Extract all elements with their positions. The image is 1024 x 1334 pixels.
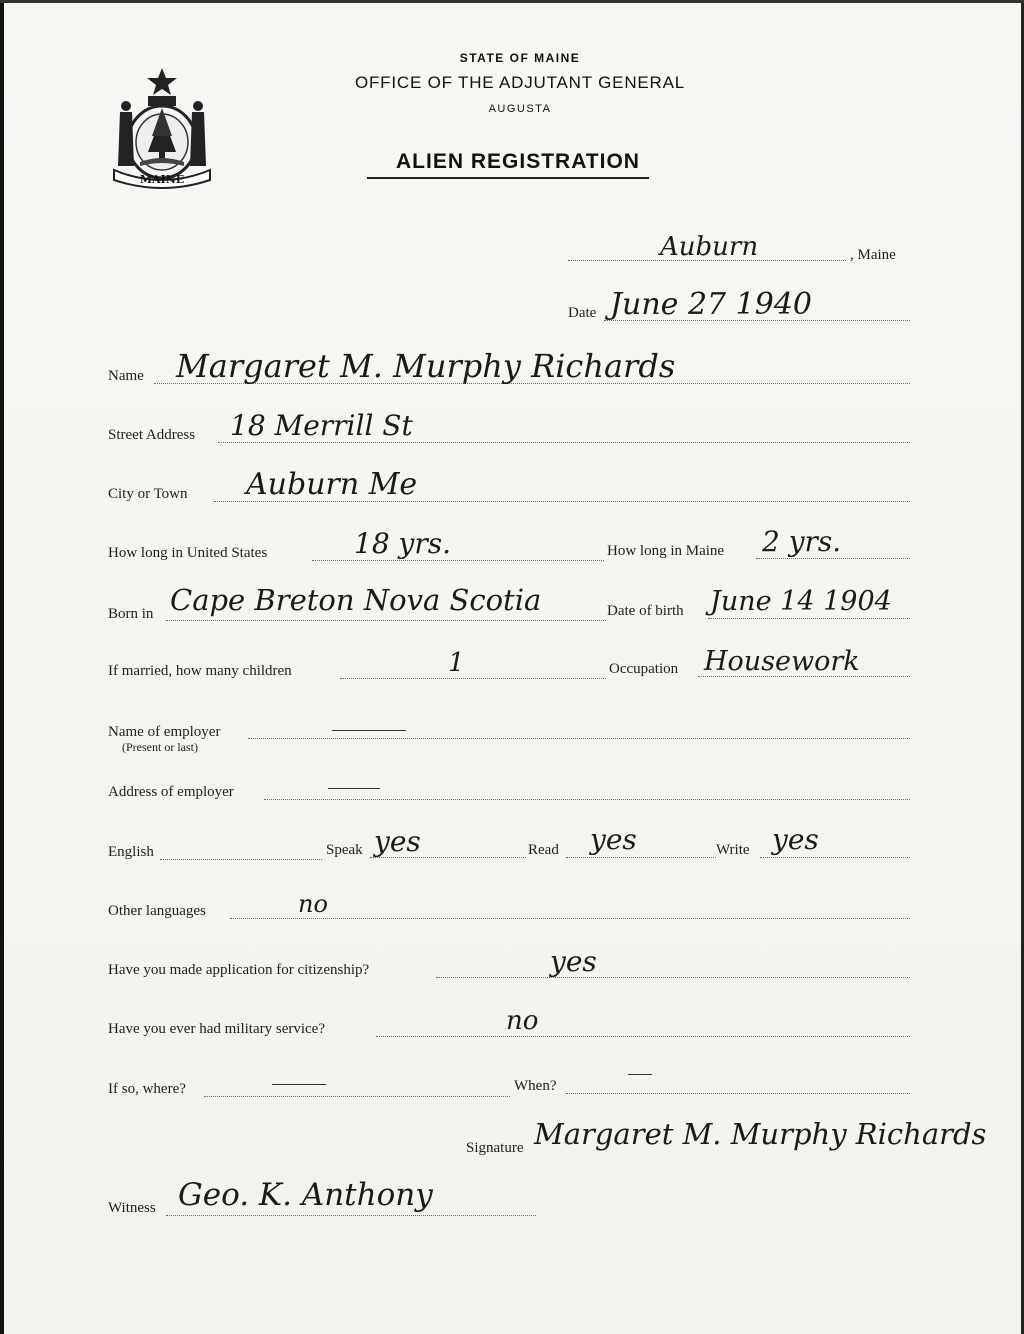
citizenship-dotted-line (436, 977, 910, 978)
signature-value: Margaret M. Murphy Richards (534, 1117, 987, 1151)
city-or-town-value: Auburn Me (246, 467, 418, 502)
employer-name-note: (Present or last) (122, 740, 198, 754)
street-address-dotted-line (218, 442, 910, 443)
witness-label: Witness (108, 1200, 156, 1216)
header-state: STATE OF MAINE (459, 51, 581, 65)
born-in-dotted-line (166, 620, 606, 621)
header-office: OFFICE OF THE ADJUTANT GENERAL (354, 73, 686, 92)
header-city: AUGUSTA (488, 103, 552, 115)
occupation-label: Occupation (609, 661, 679, 677)
town-value: Auburn (660, 232, 759, 262)
english-dotted-line (160, 859, 322, 860)
speak-label: Speak (326, 842, 363, 858)
born-in-label: Born in (108, 606, 154, 622)
state-suffix-label: , Maine (850, 247, 896, 263)
other-languages-value: no (298, 890, 328, 918)
employer-name-label: Name of employer (108, 724, 221, 740)
write-dotted-line (760, 857, 910, 858)
employer-address-dotted-line (264, 799, 910, 800)
military-dotted-line (376, 1036, 910, 1037)
how-long-maine-label: How long in Maine (607, 543, 725, 559)
how-long-maine-value: 2 yrs. (762, 525, 842, 558)
seal-banner-text: MAINE (139, 173, 185, 186)
how-long-us-dotted-line (312, 560, 604, 561)
scan-edge-top (0, 0, 1024, 3)
children-value: 1 (448, 648, 465, 678)
speak-value: yes (374, 825, 421, 858)
how-long-us-label: How long in United States (108, 545, 268, 561)
military-value: no (506, 1006, 539, 1036)
occupation-value: Housework (704, 646, 860, 677)
when-dotted-line (566, 1093, 910, 1094)
military-label: Have you ever had military service? (108, 1021, 325, 1037)
street-address-label: Street Address (108, 427, 196, 443)
form-title: ALIEN REGISTRATION (396, 150, 640, 173)
street-address-value: 18 Merrill St (230, 409, 413, 442)
title-underline (367, 177, 649, 179)
name-value: Margaret M. Murphy Richards (176, 347, 676, 385)
read-label: Read (528, 842, 559, 858)
employer-address-label: Address of employer (108, 784, 234, 800)
english-label: English (108, 844, 154, 860)
citizenship-label: Have you made application for citizenship? (108, 962, 370, 978)
other-languages-label: Other languages (108, 903, 206, 919)
citizenship-value: yes (550, 945, 597, 978)
date-value: June 27 1940 (610, 287, 813, 322)
write-value: yes (772, 823, 819, 856)
where-dotted-line (204, 1096, 510, 1097)
children-label: If married, how many children (108, 663, 292, 679)
if-so-where-label: If so, where? (108, 1081, 186, 1097)
how-long-us-value: 18 yrs. (354, 527, 452, 560)
write-label: Write (716, 842, 750, 858)
other-languages-dotted-line (230, 918, 910, 919)
name-label: Name (108, 368, 144, 384)
employer-name-dotted-line (248, 738, 910, 739)
witness-dotted-line (166, 1215, 536, 1216)
date-label: Date (568, 305, 597, 321)
city-or-town-label: City or Town (108, 486, 188, 502)
read-value: yes (590, 823, 637, 856)
where-blank-dash (272, 1084, 326, 1085)
date-of-birth-value: June 14 1904 (710, 586, 892, 617)
date-of-birth-label: Date of birth (607, 603, 684, 619)
witness-value: Geo. K. Anthony (178, 1177, 433, 1213)
how-long-maine-dotted-line (756, 558, 910, 559)
scan-edge-left (0, 0, 4, 1334)
read-dotted-line (566, 857, 716, 858)
born-in-value: Cape Breton Nova Scotia (170, 583, 542, 617)
date-of-birth-dotted-line (708, 618, 910, 619)
when-label: When? (514, 1078, 557, 1094)
employer-name-blank-dash (332, 730, 406, 731)
employer-address-blank-dash (328, 788, 380, 789)
signature-label: Signature (466, 1140, 524, 1156)
when-blank-dash (628, 1074, 652, 1075)
children-dotted-line (340, 678, 606, 679)
